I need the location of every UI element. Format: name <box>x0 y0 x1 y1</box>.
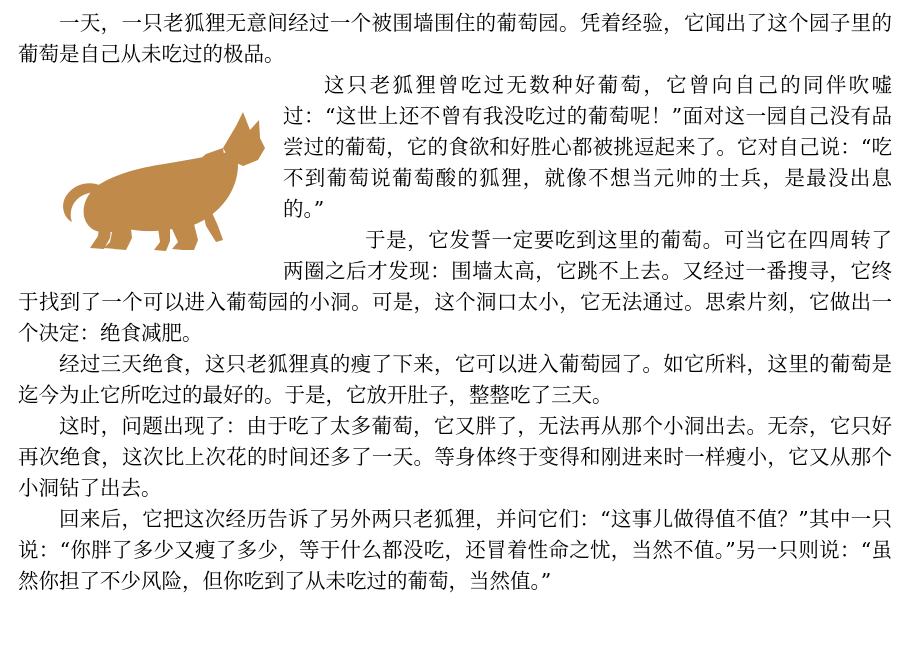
paragraph-1: 一天，一只老狐狸无意间经过一个被围墙围住的葡萄园。凭着经验，它闻出了这个园子里的葡萄是自己从未吃过的极品。 <box>18 11 892 66</box>
paragraph-6: 回来后，它把这次经历告诉了另外两只老狐狸，并问它们：“这事儿做得值不值？”其中一只说：“你胖了多少又瘦了多少，等于什么都没吃，还冒着性命之忧，当然不值。”另一只则说：“虽然你担了不少风险，但你吃到了从未吃过的葡萄，当然值。” <box>18 507 892 593</box>
paragraph-2: 这只老狐狸曾吃过无数种好葡萄，它曾向自己的同伴吹嘘过：“这世上还不曾有我没吃过的葡萄呢！”面对这一园自己没有品尝过的葡萄，它的食欲和好胜心都被挑逗起来了。它对自己说：“吃不到葡萄说葡萄酸的狐狸，就像不想当元帅的士兵，是最没出息的。” <box>283 73 892 221</box>
paragraph-3: 于是，它发誓一定要吃到这里的葡萄。可当它在四周转了两圈之后才发现：围墙太高，它跳不上去。又经过一番搜寻，它终于找到了一个可以进入葡萄园的小洞。可是，这个洞口太小，它无法通过。思索片刻，它做出一个决定：绝食减肥。 <box>18 228 892 345</box>
paragraph-4: 经过三天绝食，这只老狐狸真的瘦了下来，它可以进入葡萄园了。如它所料，这里的葡萄是迄今为止它所吃过的最好的。于是，它放开肚子，整整吃了三天。 <box>18 352 892 407</box>
document-body <box>18 8 892 597</box>
paragraph-5: 这时，问题出现了：由于吃了太多葡萄，它又胖了，无法再从那个小洞出去。无奈，它只好再次绝食，这次比上次花的时间还多了一天。等身体终于变得和刚进来时一样瘦小，它又从那个小洞钻了出去。 <box>18 414 892 500</box>
fox-illustration <box>60 108 275 258</box>
